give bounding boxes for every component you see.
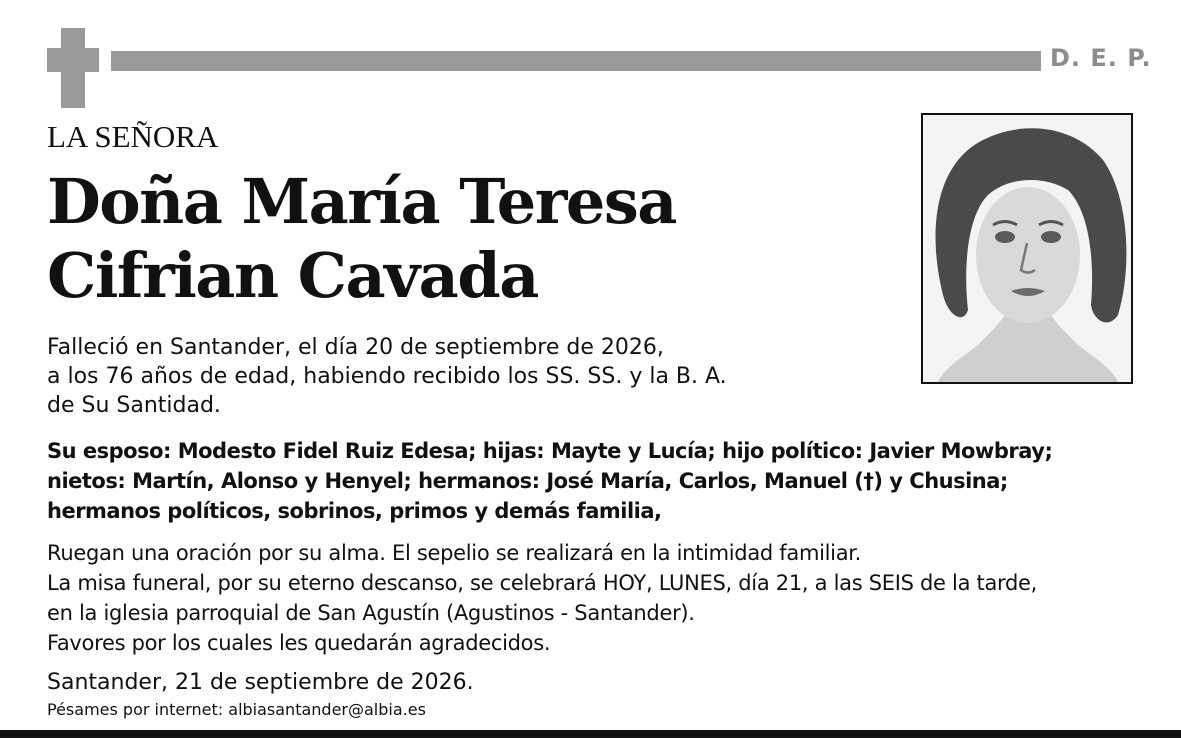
death-notice-line: Falleció en Santander, el día 20 de septiembre de 2026, bbox=[47, 335, 664, 360]
service-details bbox=[47, 538, 1037, 658]
place-date: Santander, 21 de septiembre de 2026. bbox=[47, 670, 474, 695]
deceased-name bbox=[47, 165, 676, 313]
header-rule bbox=[111, 51, 1041, 71]
family-list bbox=[47, 436, 1052, 526]
condolences-line: Pésames por internet: albiasantander@albia.es bbox=[47, 700, 426, 719]
death-notice bbox=[47, 333, 727, 420]
name-line-2: Cifrian Cavada bbox=[47, 239, 538, 312]
service-line: Ruegan una oración por su alma. El sepelio se realizará en la intimidad familiar. bbox=[47, 541, 862, 565]
cross-horizontal-bar bbox=[47, 48, 99, 72]
portrait-photo bbox=[921, 113, 1133, 384]
dep-label: D. E. P. bbox=[1050, 44, 1152, 72]
service-line: Favores por los cuales les quedarán agradecidos. bbox=[47, 631, 551, 655]
title-label: LA SEÑORA bbox=[47, 119, 219, 154]
death-notice-line: de Su Santidad. bbox=[47, 393, 221, 418]
family-line: Su esposo: Modesto Fidel Ruiz Edesa; hijas: Mayte y Lucía; hijo político: Javier Mowbray; bbox=[47, 439, 1053, 463]
service-line: en la iglesia parroquial de San Agustín (Agustinos - Santander). bbox=[47, 601, 695, 625]
service-line: La misa funeral, por su eterno descanso, se celebrará HOY, LUNES, día 21, a las SEIS de la tarde, bbox=[47, 571, 1038, 595]
death-notice-line: a los 76 años de edad, habiendo recibido los SS. SS. y la B. A. bbox=[47, 364, 727, 389]
family-line: nietos: Martín, Alonso y Henyel; hermanos: José María, Carlos, Manuel (†) y Chusina; bbox=[47, 469, 1008, 493]
family-line: hermanos políticos, sobrinos, primos y demás familia, bbox=[47, 499, 662, 523]
portrait-illustration bbox=[923, 115, 1131, 382]
name-line-1: Doña María Teresa bbox=[47, 165, 676, 238]
